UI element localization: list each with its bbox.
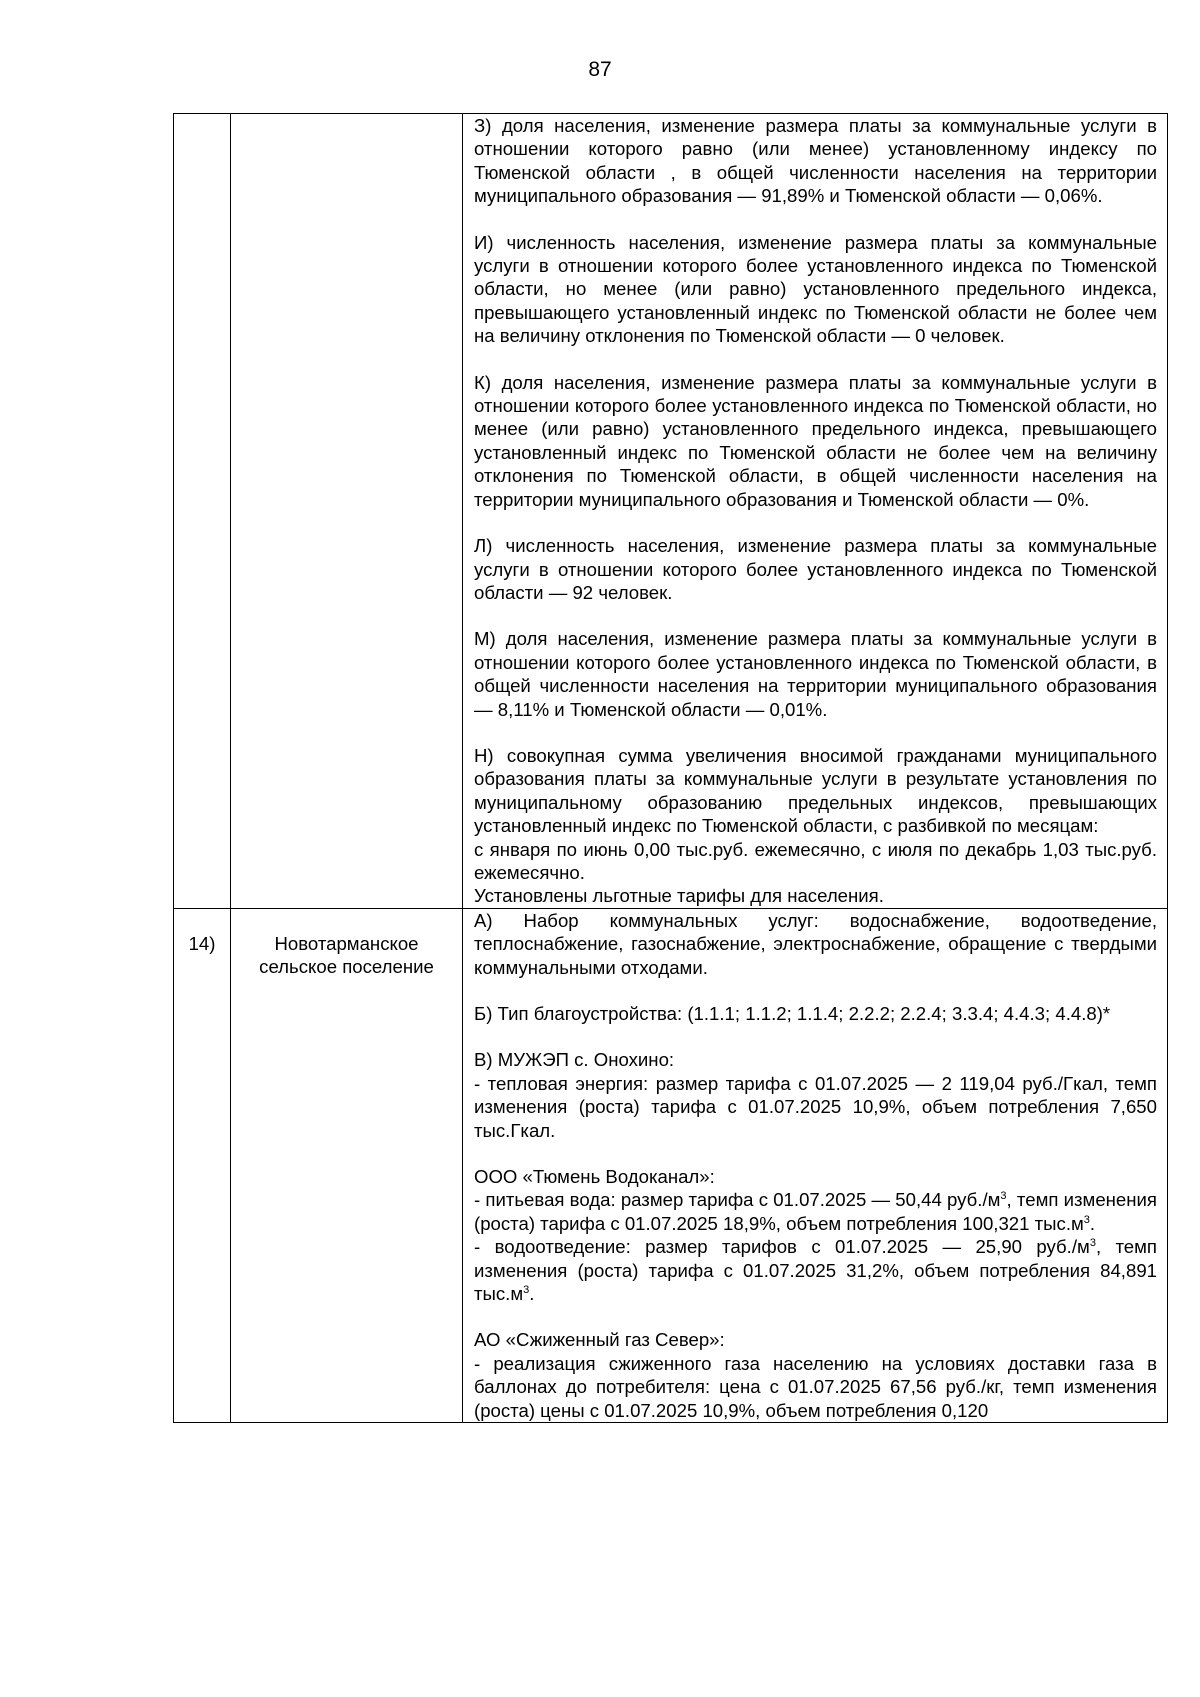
municipality-cell: Новотарманское сельское поселение: [231, 908, 463, 1422]
paragraph-i: И) численность населения, изменение размера платы за коммунальные услуги в отношении которого более установленного индекса по Тюменской области, но менее (или равно) установленного предельного индекса, превышающего установленный индекс по Тюменской области не более чем на величину отклонения по Тюменской области — 0 человек.: [474, 231, 1157, 347]
paragraph-v-title: В) МУЖЭП с. Онохино:: [474, 1049, 675, 1071]
paragraph-gas: - реализация сжиженного газа населению на условиях доставки газа в баллонах до потребителя: цена с 01.07.2025 67,56 руб./кг, темп изменения (роста) цены с 01.07.2025 10,9%, объем потребления 0,120: [474, 1352, 1157, 1421]
paragraph-drinking-water: - питьевая вода: размер тарифа с 01.07.2025 — 50,44 $руб./м^3$, темп изменения (роста) тарифа с 01.07.2025 18,9%, объем потребления 100,321 $тыс.м^3$.: [474, 1189, 1157, 1234]
paragraph-wastewater: - водоотведение: размер тарифов с 01.07.2025 — 25,90 $руб./м^3$, темп изменения (роста) тарифа с 01.07.2025 31,2%, объем потребления 84,891 $тыс.м^3$.: [474, 1236, 1158, 1305]
table-row: [174, 908, 1168, 1422]
paragraph-v-heat: - тепловая энергия: размер тарифа с 01.07.2025 — 2 119,04 руб./Гкал, темп изменения (роста) тарифа с 01.07.2025 10,9%, объем потребления 7,650 тыс.Гкал.: [474, 1072, 1157, 1141]
municipality-cell: [231, 114, 463, 909]
paragraph-n: Н) совокупная сумма увеличения вносимой гражданами муниципального образования платы за коммунальные услуги в результате установления по муниципальному образованию предельных индексов, превышающих установленный индекс по Тюменской области, с разбивкой по месяцам: с января по июнь 0,00 тыс.руб. ежемесячно, с июля по декабрь 1,03 тыс.руб. ежемесячно. Установлены льготные тарифы для населения.: [474, 744, 1157, 907]
table-row: [174, 114, 1168, 909]
paragraph-vodokanal-title: ООО «Тюмень Водоканал»:: [474, 1166, 715, 1188]
details-cell: [463, 908, 1168, 1422]
tariff-table: [173, 113, 1168, 1423]
paragraph-m: М) доля населения, изменение размера платы за коммунальные услуги в отношении которого более установленного индекса по Тюменской области, в общей численности населения на территории муниципального образования — 8,11% и Тюменской области — 0,01%.: [474, 628, 1157, 720]
paragraph-gas-title: АО «Сжиженный газ Север»:: [474, 1329, 725, 1351]
row-number-cell: [174, 114, 231, 909]
details-cell: [463, 114, 1168, 909]
paragraph-z: З) доля населения, изменение размера платы за коммунальные услуги в отношении которого равно (или менее) установленному индексу по Тюменской области , в общей численности населения на территории муниципального образования — 91,89% и Тюменской области — 0,06%.: [474, 115, 1157, 207]
row-number-cell: 14): [174, 908, 231, 1422]
paragraph-l: Л) численность населения, изменение размера платы за коммунальные услуги в отношении которого более установленного индекса по Тюменской области — 92 человек.: [474, 535, 1157, 603]
paragraph-b: Б) Тип благоустройства: (1.1.1; 1.1.2; 1.1.4; 2.2.2; 2.2.4; 3.3.4; 4.4.3; 4.4.8)*: [474, 1003, 1111, 1024]
page-number: 87: [588, 58, 612, 81]
paragraph-a: А) Набор коммунальных услуг: водоснабжение, водоотведение, теплоснабжение, газоснабжение, электроснабжение, обращение с твердыми коммунальными отходами.: [474, 909, 1157, 978]
paragraph-k: К) доля населения, изменение размера платы за коммунальные услуги в отношении которого более установленного индекса по Тюменской области, но менее (или равно) установленного предельного индекса, превышающего установленный индекс по Тюменской области не более чем на величину отклонения по Тюменской области, в общей численности населения на территории муниципального образования и Тюменской области — 0%.: [474, 371, 1157, 510]
